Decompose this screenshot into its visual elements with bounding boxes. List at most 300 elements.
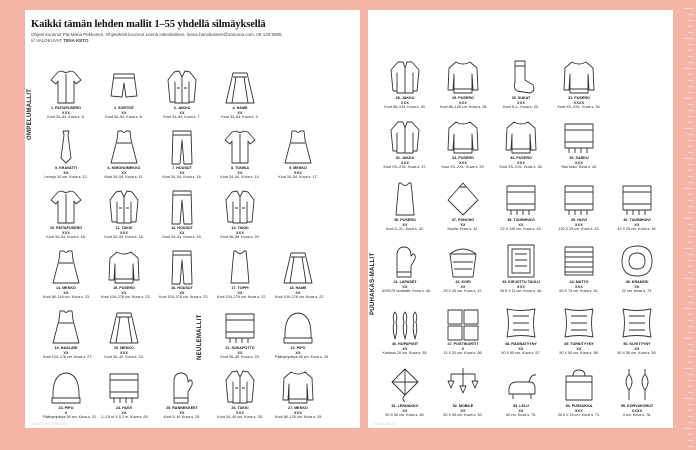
pattern-name: 11. TAKKI [115,226,133,230]
pattern-size: Koot 34–54. Kuva s. 17. [278,175,318,180]
credits [31,32,354,44]
jacket-icon [164,68,200,106]
pattern-difficulty: XXX [517,284,525,289]
pattern-size: Koot 104–176 cm. Kuva s. 23. [159,295,209,300]
pattern-item [43,248,89,314]
pattern-difficulty: XXXX [631,408,643,413]
tie-icon [48,128,84,166]
bowling-icon [387,304,423,342]
photo-credit-label: /// VALOKUVAT [31,37,64,43]
pattern-difficulty: XX [121,410,127,415]
ruler-tick [684,368,693,369]
pattern-item [101,248,151,314]
pattern-difficulty: XX [179,290,185,295]
pattern-name: 13. TAKKI [231,226,249,230]
ruler-tick [688,146,693,147]
pattern-size: 25 X 25 cm. Kuva s. 47. [443,289,483,294]
ruler-tick [688,314,693,315]
pattern-difficulty: XXX [236,410,244,415]
pattern-name: 29. PUSERO [452,96,474,100]
pattern-item [159,128,205,194]
pattern-size: 40 cm. Kuva s. 75. [505,413,537,418]
ruler-tick [684,98,693,99]
pattern-item [382,58,428,124]
pattern-size: Koot 86–128 cm. Kuva s. 28. [440,105,488,110]
pattern-difficulty: XX [237,290,243,295]
pattern-item [498,242,544,308]
legend-bar: Ompelumallit • Kolmikko XX • Helppo neulottava XXX • Vaativa malli XXXX • Grafiikka [372,14,524,19]
pattern-size: 35,5 X 11 cm. Kuva s. 48. [500,289,542,294]
ruler-tick [688,176,693,177]
pattern-name: 20. MEKKO [114,346,134,350]
ruler-tick [688,386,693,387]
right-page [368,10,673,428]
pattern-difficulty: XXX [459,100,467,105]
pattern-name: 12. HOUSUT [171,226,193,230]
pattern-difficulty: XX [63,170,69,175]
pattern-name: 37. PONCHO [451,218,475,222]
pattern-size: 22 X 140 cm. Kuva s. 43. [500,227,542,232]
pattern-name: 51. LENNAKKO [391,404,419,408]
pattern-item [498,366,544,428]
pattern-item [556,366,602,428]
kite-icon [387,366,423,404]
pattern-difficulty: XXXX [573,100,585,105]
pattern-item [440,118,486,184]
pattern-size: 50 X 50 cm. Kuva s. 65. [385,413,425,418]
ruler-tick [688,32,693,33]
ruler-tick [688,224,693,225]
pattern-difficulty: XX [518,222,524,227]
pattern-difficulty: XX [634,346,640,351]
pattern-difficulty: XX [63,350,69,355]
pattern-item [217,248,267,314]
ruler-tick [688,404,693,405]
pattern-item [440,180,486,246]
pattern-item [101,308,147,374]
pattern-item [275,128,321,194]
pattern-difficulty: XXX [575,284,583,289]
scarf-icon [106,368,142,406]
pattern-difficulty: XXX [575,408,583,413]
pattern-size: 25,5 X 15 cm. Kuva s. 71. [557,413,601,418]
pattern-size: Leveys 10 cm. Kuva s. 12. [44,175,88,180]
pattern-size: Koot 34–54. Kuva s. 7. [163,115,201,120]
pattern-name: 4. HAME [232,106,248,110]
pattern-size: Koot 104–176 cm. Kuva s. 22. [217,295,267,300]
pattern-size: Korkeus 20 cm. Kuva s. 55. [382,351,428,356]
pattern-size: Koot 36–42. Kuva s. 24. [104,355,144,360]
ruler-tick [688,92,693,93]
pattern-size: Koot 34–54. Kuva s. 9. [221,115,259,120]
left-footer: LEHDEN PATTERN PAGE [31,422,69,426]
pattern-item [440,304,486,370]
pattern-difficulty: X [461,346,465,351]
pattern-difficulty: XX [402,222,408,227]
ruler-tick [684,188,693,189]
ruler-tick [684,308,693,309]
pillow-icon [619,304,655,342]
ruler-tick [688,170,693,171]
pattern-name: 8. TUNIKA [230,166,250,170]
pattern-item [101,68,147,134]
ruler-tick [688,296,693,297]
page-title: Kaikki tämän lehden mallit 1–55 yhdellä silmäyksellä [31,19,266,30]
pattern-name: 30. SUKAT [511,96,531,100]
ruler-tick [688,62,693,63]
top-icon [387,180,423,218]
pattern-item [217,188,263,254]
ruler-tick [688,392,693,393]
ruler-tick [688,422,693,423]
trousers-icon [164,128,200,166]
dress-icon [280,128,316,166]
pattern-difficulty: XX [63,290,69,295]
toy-icon [503,366,539,404]
pattern-item [556,304,602,370]
rug-icon [561,242,597,280]
hat-icon [48,368,84,406]
pattern-size: Koot XS–XXL. Kuva s. 39. [441,165,485,170]
pattern-item [440,58,486,124]
shirt-icon [222,128,258,166]
ruler-tick [688,44,693,45]
ruler-tick [688,80,693,81]
pattern-name: 41. LAPASET [393,280,417,284]
pattern-item [275,308,330,374]
ruler-tick [688,356,693,357]
ruler-tick [688,362,693,363]
pattern-name: 19. HAALARI [54,346,78,350]
ruler-tick [688,242,693,243]
pattern-item [556,58,602,124]
sweater-icon [561,58,597,96]
pattern-item [498,118,544,184]
pattern-size: 42 X 25 cm. Kuva s. 44. [617,227,657,232]
ruler-tick [688,320,693,321]
pattern-name: 48. RAGNATYYNY [505,342,537,346]
pattern-difficulty: XXX [120,230,128,235]
pattern-difficulty: XX [121,110,127,115]
pattern-difficulty: XX [121,170,127,175]
card-icon [445,304,481,342]
sweater-icon [280,368,316,406]
pattern-size: Koot 104–176 cm. Kuva s. 22. [275,295,325,300]
pattern-size: Koot 104–176 cm. Kuva s. 27. [43,355,93,360]
section-label-sewing: OMPELUMALLIT [27,88,33,140]
pattern-difficulty: XXX [575,160,583,165]
ruler-tick [684,218,693,219]
left-page-header [31,19,354,44]
pattern-item [556,118,602,184]
pattern-item [43,308,93,374]
ruler-tick [688,182,693,183]
ruler-tick [688,434,693,435]
ruler-tick [688,272,693,273]
pattern-difficulty: XXX [62,230,70,235]
pattern-difficulty: XX [402,346,408,351]
pattern-difficulty: XX [121,290,127,295]
sock-icon [503,58,539,96]
pattern-name: 9. MEKKO [289,166,307,170]
pattern-item [217,308,263,374]
pattern-size: Koot 34–54. Kuva s. 16. [162,175,202,180]
pattern-size: Koot S–L. Kuva s. 33. [503,105,539,110]
pattern-name: 35. SARKU [569,156,589,160]
sweater-icon [106,248,142,286]
pattern-difficulty: XXX [517,100,525,105]
pattern-name: 33. PUSERO [452,156,474,160]
pattern-name: 32. JAKKU [395,156,415,160]
ruler-tick [688,374,693,375]
pattern-difficulty: XX [179,230,185,235]
pattern-item [217,128,263,194]
ruler-tick [688,380,693,381]
pattern-name: 16. HOUSUT [171,286,193,290]
pattern-item [275,248,325,314]
pattern-name: 3. JAKKU [173,106,191,110]
pattern-name: 44. MATTO [569,280,589,284]
pattern-name: 47. POSTIKORTIT [447,342,479,346]
pattern-name: 25. RANNEKKEET [166,406,198,410]
photo-credit [31,38,354,44]
pattern-difficulty: XXX [401,160,409,165]
mobile-icon [445,366,481,404]
ruler-tick [688,410,693,411]
ruler-tick [688,332,693,333]
ruler-tick [688,206,693,207]
ruler-tick [688,164,693,165]
pattern-item [556,180,602,246]
pattern-name: 15. PUSERO [113,286,135,290]
pillow-icon [503,304,539,342]
pattern-size: Koot XS–XXL. Kuva s. 37. [383,165,427,170]
jacket-icon [222,188,258,226]
pattern-size: 1–1,5 m X 0,2 m. Kuva s. 26. [101,415,149,420]
pattern-difficulty: XX [460,284,466,289]
pattern-item [101,128,147,194]
ruler-tick [688,416,693,417]
pattern-difficulty: XXX [401,100,409,105]
pattern-difficulty: XX [576,346,582,351]
earring-icon [619,366,655,404]
pattern-name: 17. TOPPI [231,286,249,290]
ruler-tick [688,134,693,135]
pattern-size: Päänympärys 54 cm. Kuva s. 31. [43,415,98,420]
shirt-icon [48,188,84,226]
ruler-tick [684,428,693,429]
pattern-item [382,242,431,308]
pattern-size: Koot 36–40. Kuva s. 25. [220,355,260,360]
pattern-size: Koot 104–176 cm. Kuva s. 23. [101,295,151,300]
pattern-size: Koot 98–134. Kuva s. 30. [384,105,426,110]
poncho-icon [445,180,481,218]
ruler-tick [688,284,693,285]
pattern-item [217,368,263,428]
ruler-tick [688,446,693,447]
pattern-difficulty: XX [237,170,243,175]
pattern-item [101,188,147,254]
pattern-name: 50. KUVITYYNY [623,342,651,346]
pattern-size: Koot XS–XXL. Kuva s. 36. [557,105,601,110]
pattern-size: Koot 34–54. Kuva s. 18. [104,235,144,240]
ruler-tick [688,194,693,195]
pattern-item [440,366,486,428]
pattern-size: Päänympärys 46 cm. Kuva s. 25. [275,355,330,360]
ruler-tick [688,116,693,117]
scarf-icon [503,180,539,218]
pattern-size: 50 X 50 cm. Kuva s. 58. [559,351,599,356]
pattern-item [614,242,660,308]
pattern-size: Koot S–XL. Kuva s. 42. [385,227,425,232]
pattern-size: 50 X 50 cm. Kuva s. 59. [617,351,657,356]
top-icon [222,248,258,286]
pattern-item [159,248,209,314]
pattern-name: 26. TAKKI [231,406,249,410]
scarf-icon [561,118,597,156]
pattern-size: 4 cm. Kuva s. 78. [622,413,652,418]
pattern-difficulty: XX [634,222,640,227]
pattern-difficulty: X [64,410,68,415]
trousers-icon [164,188,200,226]
pattern-difficulty: XXX [120,350,128,355]
pattern-name: 14. MEKKO [56,286,76,290]
bag-icon [561,366,597,404]
scarf-icon [619,180,655,218]
pattern-difficulty: XX [460,222,466,227]
ruler-tick [688,86,693,87]
dress-icon [48,248,84,286]
pattern-item [440,242,486,308]
pattern-difficulty: XX [179,410,185,415]
ruler-tick [684,38,693,39]
right-footer: KAIKKI MALLIT [374,422,397,426]
ruler-tick [688,266,693,267]
scarf-icon [561,180,597,218]
credits-line: Ohjeet koonnut Pia-Maria Pekkonen. Ohjetekstit koonnut Leena Hännikäinen, leena.hannikainen@sanoma.com, 09-120 5895. [31,32,283,37]
pattern-difficulty: XXX [294,410,302,415]
pattern-difficulty: XXX [236,230,244,235]
ruler-tick [688,326,693,327]
pattern-item [43,188,89,254]
pattern-name: 36. PUSERO [394,218,416,222]
pattern-size: 6/SS/75 vuotiaille. Kuva s. 46. [382,289,431,294]
frame-icon [503,242,539,280]
jacket-icon [106,188,142,226]
pattern-item [159,368,205,428]
pattern-size: Noulla. Kuva s. 42. [447,227,479,232]
pattern-name: 40. TUUBIHUIVI [623,218,651,222]
pattern-item [498,304,544,370]
cardigan-icon [387,118,423,156]
pattern-difficulty: XXX [517,160,525,165]
pattern-size: Koot 46–58. Kuva s. 20. [220,235,260,240]
pattern-size: 12 X 20 cm. Kuva s. 56. [443,351,483,356]
wreath-icon [619,242,655,280]
ruler-tick [688,236,693,237]
sweater-icon [503,118,539,156]
pattern-name: 55. KORVAKORUT [620,404,654,408]
jacket-icon [222,368,258,406]
pattern-name: 2. SORTSIT [113,106,135,110]
ruler-tick [688,152,693,153]
skirt-icon [222,68,258,106]
ruler-tick [684,278,693,279]
pattern-difficulty: XX [295,290,301,295]
ruler-tick [688,302,693,303]
pattern-item [614,180,660,246]
pattern-difficulty: XX [460,408,466,413]
pattern-item [382,118,428,184]
left-page [25,10,360,428]
pattern-name: 31. PUSERO [568,96,590,100]
ruler-tick [688,56,693,57]
pattern-name: 27. MEKKO [288,406,308,410]
pattern-name: 46. HOPAPIGIT [391,342,419,346]
ruler-tick [684,248,693,249]
pattern-name: 38. TUUBIHUIVI [507,218,535,222]
pattern-item [159,188,205,254]
pattern-difficulty: XXX [62,110,70,115]
pattern-difficulty: XX [179,170,185,175]
pattern-size: Koot 34–54. Kuva s. 14. [220,175,260,180]
ruler-tick [688,140,693,141]
ruler-tick [688,26,693,27]
pattern-size: 50 X 50 cm. Kuva s. 62. [443,413,483,418]
pattern-name: 22. PIPO [290,346,306,350]
pattern-name: 21. SUKAPOTTO [225,346,255,350]
pattern-difficulty: XX [295,350,301,355]
pattern-name: 24. HUIVI [116,406,132,410]
pattern-size: 83 X 75 cm. Kuva s. 52. [559,289,599,294]
pattern-difficulty: XX [402,408,408,413]
pattern-size: 22 cm. Kuva s. 73. [621,289,653,294]
pattern-difficulty: XXX [459,160,467,165]
ruler-tick [684,68,693,69]
shorts-icon [106,68,142,106]
pattern-item [101,368,147,428]
pattern-name: 5. KRAVATTI [55,166,77,170]
pattern-size: Yksi koko. Kuva s. 40. [560,165,598,170]
dress-icon [48,308,84,346]
ruler-tick [688,344,693,345]
pattern-item [43,128,89,194]
shirt-icon [48,68,84,106]
ruler-tick [688,200,693,201]
pattern-difficulty: XX [237,110,243,115]
ruler-tick [688,350,693,351]
ruler-tick [688,104,693,105]
ruler-tick [684,128,693,129]
section-label-knitting: NEULEMALLIT [197,314,203,360]
ruler-tick [688,110,693,111]
pattern-difficulty: XX [402,284,408,289]
ruler-tick [688,230,693,231]
ruler-tick [688,290,693,291]
page-ruler [675,0,696,450]
trousers-icon [164,248,200,286]
basket-icon [445,242,481,280]
pattern-size: 120 X 15 cm. Kuva s. 43. [558,227,600,232]
pattern-name: 49. TURKITYYNY [564,342,594,346]
ruler-tick [688,254,693,255]
pattern-name: 39. HUIVI [571,218,587,222]
pattern-item [498,180,544,246]
pattern-size: Koot 34–54. Kuva s. 11. [104,175,144,180]
pattern-size: Koot 34–54. Kuva s. 18. [46,235,86,240]
skirt-icon [106,308,142,346]
pattern-name: 1. PAITAPUSERO [50,106,82,110]
